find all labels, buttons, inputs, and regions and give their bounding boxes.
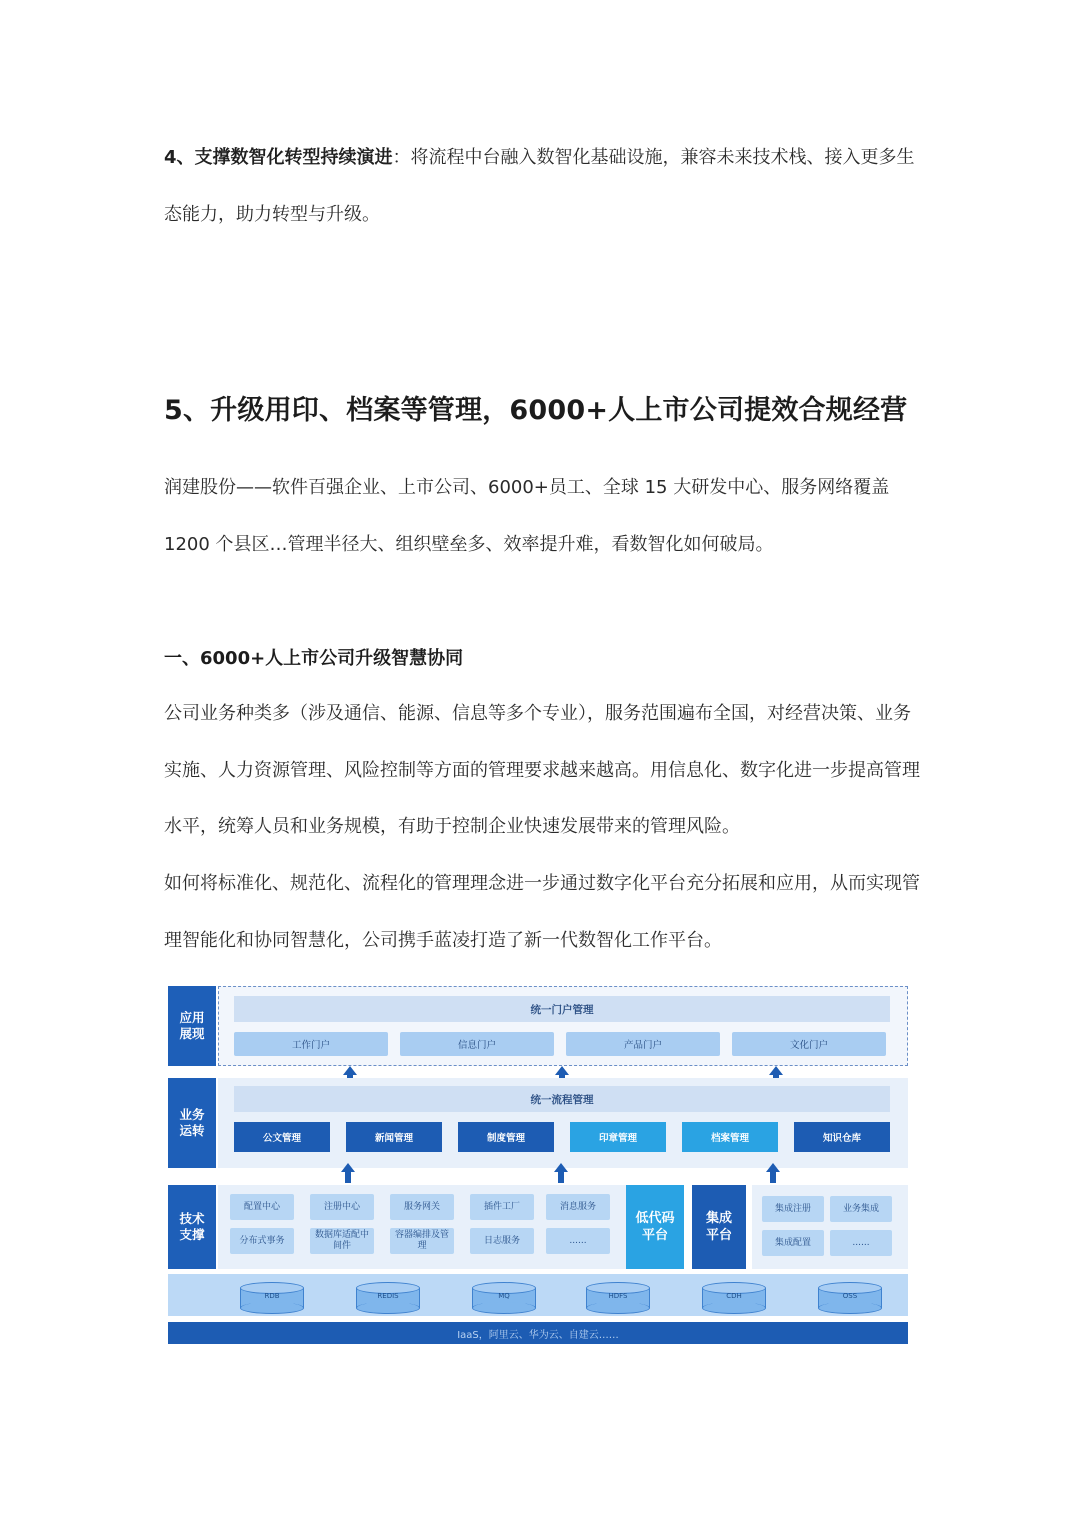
tech-gateway: 服务网关 <box>390 1194 454 1220</box>
database-icon: OSS <box>818 1282 882 1312</box>
tech-config-center: 配置中心 <box>230 1194 294 1220</box>
iaas-bar: IaaS，阿里云、华为云、自建云…… <box>168 1322 908 1344</box>
module-policy: 制度管理 <box>458 1122 554 1152</box>
layer-label-biz: 业务运转 <box>168 1078 216 1168</box>
point-4-paragraph <box>164 130 924 243</box>
database-icon: HDFS <box>586 1282 650 1312</box>
integ-business: 业务集成 <box>830 1196 892 1222</box>
integ-more: ...... <box>830 1230 892 1256</box>
unified-process-bar: 统一流程管理 <box>234 1086 890 1112</box>
architecture-diagram <box>166 986 908 1348</box>
database-icon: REDIS <box>356 1282 420 1312</box>
tech-container: 容器编排及管理 <box>390 1228 454 1254</box>
tech-more: ...... <box>546 1228 610 1254</box>
integ-register: 集成注册 <box>762 1196 824 1222</box>
subsection-1-para-1: 公司业务种类多（涉及通信、能源、信息等多个专业），服务范围遍布全国，对经营决策、业务实施、人力资源管理、风险控制等方面的管理要求越来越高。用信息化、数字化进一步提高管理水平，统筹人员和业务规模，有助于控制企业快速发展带来的管理风险。 <box>164 703 920 837</box>
tech-log-service: 日志服务 <box>470 1228 534 1254</box>
tech-message-service: 消息服务 <box>546 1194 610 1220</box>
database-icon: CDH <box>702 1282 766 1312</box>
module-knowledge: 知识仓库 <box>794 1122 890 1152</box>
integration-platform: 集成平台 <box>692 1185 746 1269</box>
tech-distributed-tx: 分布式事务 <box>230 1228 294 1254</box>
module-document: 公文管理 <box>234 1122 330 1152</box>
subsection-1-heading: 一、6000+人上市公司升级智慧协同 <box>164 648 464 669</box>
portal-info: 信息门户 <box>400 1032 554 1056</box>
portal-work: 工作门户 <box>234 1032 388 1056</box>
unified-portal-bar: 统一门户管理 <box>234 996 890 1022</box>
database-icon: RDB <box>240 1282 304 1312</box>
arrow-up-icon <box>554 1163 568 1183</box>
arrow-up-icon <box>766 1163 780 1183</box>
lowcode-platform: 低代码平台 <box>626 1185 684 1269</box>
point-4-body: ：将流程中台融入数智化基础设施，兼容未来技术栈、接入更多生态能力，助力转型与升级。 <box>164 147 915 225</box>
section-5-heading: 5、升级用印、档案等管理，6000+人上市公司提效合规经营 <box>164 395 908 426</box>
module-seal: 印章管理 <box>570 1122 666 1152</box>
point-4-title: 4、支撑数智化转型持续演进 <box>164 147 393 168</box>
module-archive: 档案管理 <box>682 1122 778 1152</box>
layer-label-tech: 技术支撑 <box>168 1185 216 1269</box>
subsection-1-para-2: 如何将标准化、规范化、流程化的管理理念进一步通过数字化平台充分拓展和应用，从而实现管理智能化和协同智慧化，公司携手蓝凌打造了新一代数智化工作平台。 <box>164 873 920 951</box>
portal-culture: 文化门户 <box>732 1032 886 1056</box>
tech-db-adapter: 数据库适配中间件 <box>310 1228 374 1254</box>
tech-registry: 注册中心 <box>310 1194 374 1220</box>
section-5-intro: 润建股份——软件百强企业、上市公司、6000+员工、全球 15 大研发中心、服务网络覆盖 1200 个县区…管理半径大、组织壁垒多、效率提升难，看数智化如何破局。 <box>164 477 890 555</box>
module-news: 新闻管理 <box>346 1122 442 1152</box>
layer-label-app: 应用展现 <box>168 986 216 1066</box>
integ-config: 集成配置 <box>762 1230 824 1256</box>
arrow-up-icon <box>341 1163 355 1183</box>
portal-product: 产品门户 <box>566 1032 720 1056</box>
tech-plugin-factory: 插件工厂 <box>470 1194 534 1220</box>
database-icon: MQ <box>472 1282 536 1312</box>
